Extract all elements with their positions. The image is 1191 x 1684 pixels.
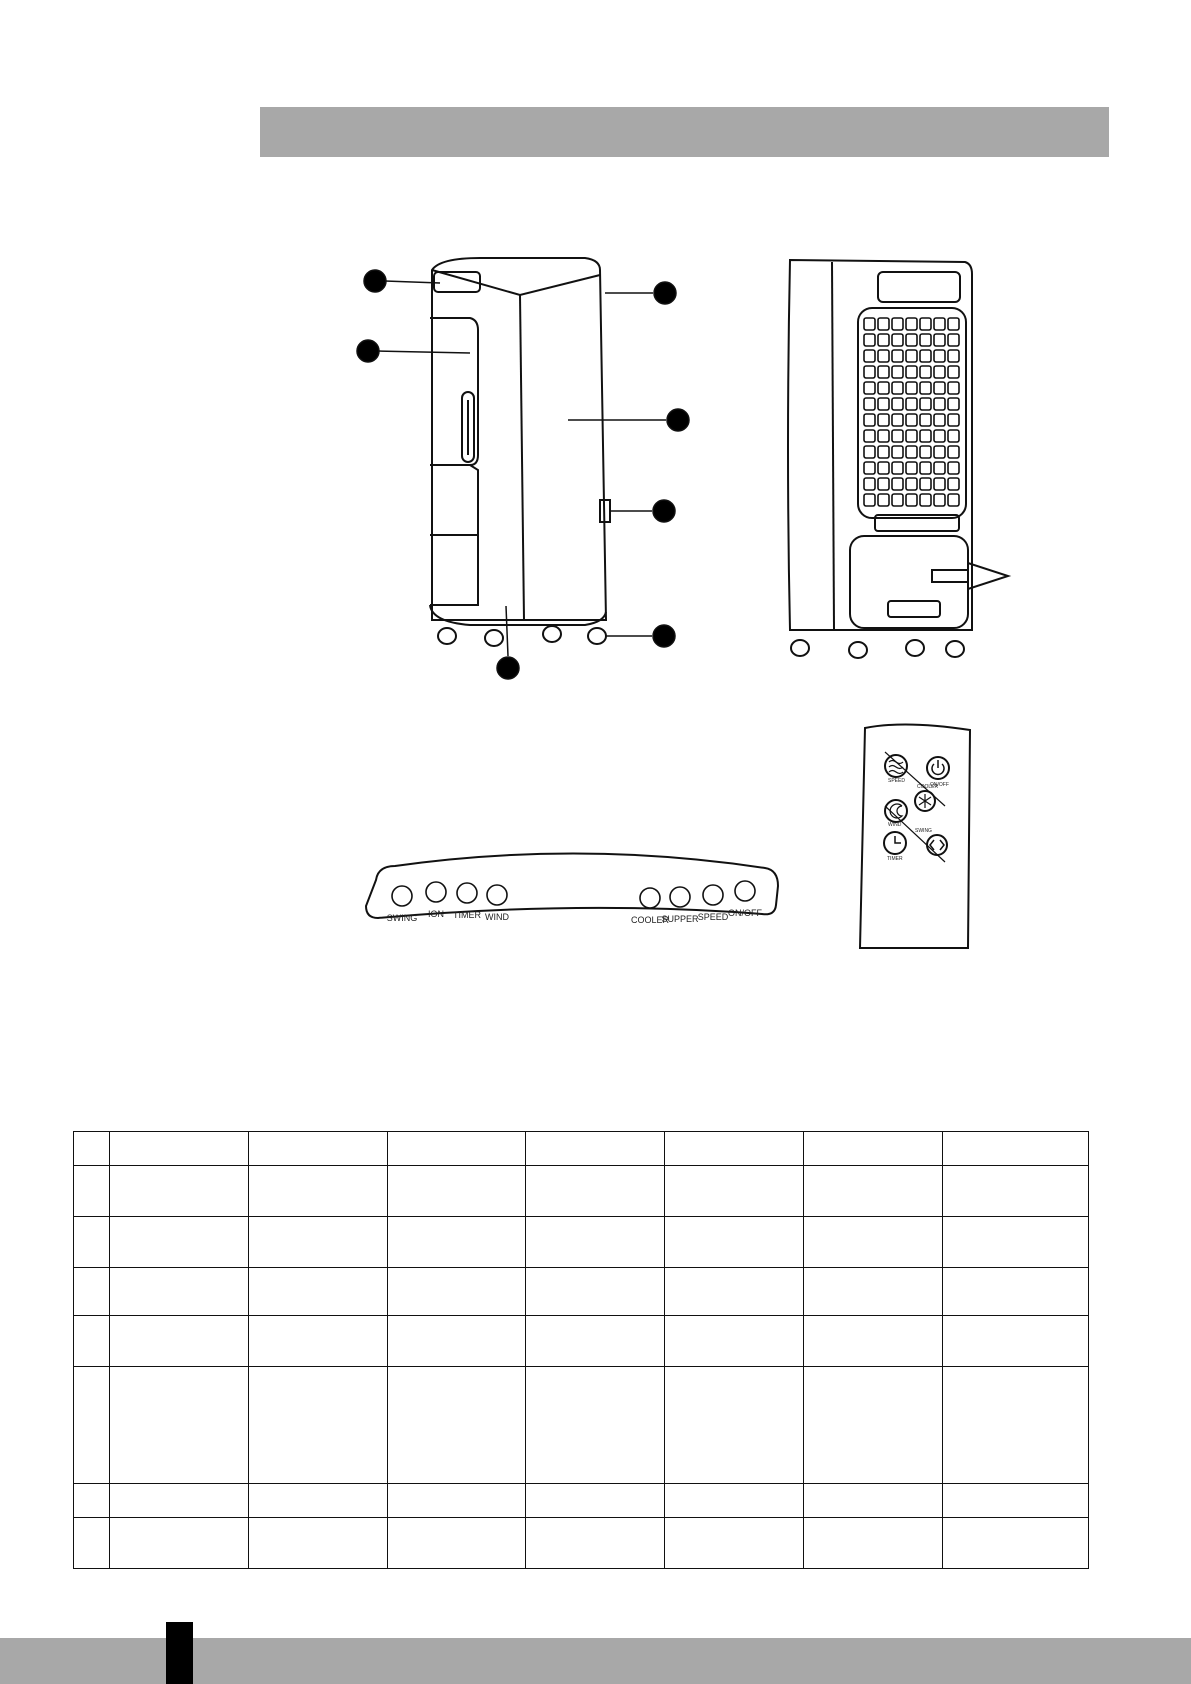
filter-cell xyxy=(864,414,875,426)
speed-icon xyxy=(703,885,723,905)
callout-marker-5 xyxy=(653,500,675,522)
control-panel-button-label: SPEED xyxy=(697,912,729,922)
table-cell xyxy=(943,1484,1089,1518)
callout-marker-6 xyxy=(653,625,675,647)
table-row xyxy=(74,1166,1089,1217)
callout-marker-4 xyxy=(667,409,689,431)
remote-speed-button xyxy=(885,755,907,777)
table-cell xyxy=(665,1518,804,1569)
filter-cell xyxy=(864,334,875,346)
swing-icon xyxy=(930,840,944,850)
remote-label-onoff: ON/OFF xyxy=(930,782,949,788)
filter-cell xyxy=(892,350,903,362)
table-row xyxy=(74,1518,1089,1569)
table-cell xyxy=(943,1132,1089,1166)
filter-cell xyxy=(920,494,931,506)
tank-arrow-icon xyxy=(932,563,1008,589)
table-cell xyxy=(74,1132,110,1166)
table-cell xyxy=(249,1132,388,1166)
table-cell xyxy=(110,1132,249,1166)
filter-cell xyxy=(892,382,903,394)
filter-cell xyxy=(934,366,945,378)
snowflake-icon xyxy=(919,794,931,808)
remote-outline xyxy=(860,724,970,948)
control-panel-button[interactable] xyxy=(485,885,509,922)
remote-control xyxy=(860,724,970,948)
table-cell xyxy=(388,1217,526,1268)
control-panel-button-label: ION xyxy=(427,909,445,919)
timer-icon xyxy=(895,836,901,843)
table-cell xyxy=(804,1484,943,1518)
filter-cell xyxy=(892,462,903,474)
table-cell xyxy=(74,1268,110,1316)
control-panel-buttons xyxy=(387,881,763,925)
table-cell xyxy=(249,1367,388,1484)
filter-cell xyxy=(948,414,959,426)
filter-cell xyxy=(878,318,889,330)
filter-cell xyxy=(934,462,945,474)
base xyxy=(430,605,606,625)
filter-cell xyxy=(920,446,931,458)
remote-label-cooler: COOLER xyxy=(917,784,939,790)
filter-cell xyxy=(920,414,931,426)
filter-cell xyxy=(878,382,889,394)
filter-cell xyxy=(906,398,917,410)
filter-cell xyxy=(948,382,959,394)
table-cell xyxy=(526,1132,665,1166)
filter-cell xyxy=(878,478,889,490)
filter-cell xyxy=(864,366,875,378)
control-panel-button-label: SWING xyxy=(386,913,418,923)
filter-cell xyxy=(920,350,931,362)
filter-cell xyxy=(934,414,945,426)
filter-cell xyxy=(864,350,875,362)
filter-cell xyxy=(878,430,889,442)
filter-cell xyxy=(864,462,875,474)
filter-cell xyxy=(892,430,903,442)
table-cell xyxy=(943,1316,1089,1367)
filter-cell xyxy=(934,494,945,506)
filter-cell xyxy=(892,366,903,378)
table-cell xyxy=(526,1268,665,1316)
filter-cell xyxy=(948,318,959,330)
table-cell xyxy=(943,1367,1089,1484)
table-cell xyxy=(526,1166,665,1217)
filter-cell xyxy=(878,398,889,410)
filter-cell xyxy=(864,318,875,330)
table-cell xyxy=(110,1484,249,1518)
table-cell xyxy=(74,1217,110,1268)
filter-cell xyxy=(864,430,875,442)
front-view xyxy=(430,258,610,646)
filter-cell xyxy=(906,382,917,394)
table-cell xyxy=(388,1166,526,1217)
table-cell xyxy=(74,1316,110,1367)
filter-cell xyxy=(934,478,945,490)
remote-label-speed: SPEED xyxy=(888,778,905,784)
filter-cell xyxy=(864,398,875,410)
timer-icon xyxy=(457,883,477,903)
filter-cell xyxy=(934,382,945,394)
table-cell xyxy=(526,1316,665,1367)
filter-cell xyxy=(948,366,959,378)
filter-cell xyxy=(948,350,959,362)
table-row xyxy=(74,1217,1089,1268)
table-cell xyxy=(74,1166,110,1217)
filter-cell xyxy=(920,430,931,442)
table-row xyxy=(74,1268,1089,1316)
filter-cell xyxy=(948,430,959,442)
table-cell xyxy=(943,1217,1089,1268)
control-panel-button-label: SUPPER xyxy=(661,914,699,924)
wind-icon xyxy=(487,885,507,905)
back-body-outline xyxy=(788,260,972,630)
table-cell xyxy=(665,1268,804,1316)
filter-cell xyxy=(906,366,917,378)
ion-icon xyxy=(426,882,446,902)
filter-cell xyxy=(864,446,875,458)
table-cell xyxy=(665,1166,804,1217)
front-body-outline xyxy=(432,258,606,620)
table-cell xyxy=(110,1217,249,1268)
filter-cell xyxy=(906,430,917,442)
filter-cell xyxy=(934,398,945,410)
table-cell xyxy=(388,1484,526,1518)
remote-label-timer: TIMER xyxy=(887,856,903,862)
table-cell xyxy=(74,1518,110,1569)
table-cell xyxy=(249,1518,388,1569)
table-cell xyxy=(526,1518,665,1569)
control-panel-button-label: COOLER xyxy=(630,915,670,925)
filter-cell xyxy=(878,366,889,378)
back-view xyxy=(788,260,1008,658)
filter-cell xyxy=(934,430,945,442)
filter-cell xyxy=(906,446,917,458)
filter-cell xyxy=(934,334,945,346)
filter-cell xyxy=(892,334,903,346)
filter-cell xyxy=(864,382,875,394)
front-panel-upper xyxy=(430,318,478,465)
filter-cell xyxy=(892,414,903,426)
filter-cell xyxy=(864,494,875,506)
filter-cell xyxy=(878,462,889,474)
filter-cell xyxy=(934,318,945,330)
filter-cell xyxy=(878,334,889,346)
spec-table xyxy=(73,1131,1089,1569)
callout-marker-2 xyxy=(357,340,379,362)
table-cell xyxy=(74,1484,110,1518)
control-panel-button-label: WIND xyxy=(485,912,509,922)
control-panel-button-label: TIMER xyxy=(453,910,481,920)
filter-cell xyxy=(948,334,959,346)
table-cell xyxy=(804,1166,943,1217)
filter-cell xyxy=(906,462,917,474)
filter-cell xyxy=(892,478,903,490)
table-cell xyxy=(804,1518,943,1569)
filter-cell xyxy=(920,334,931,346)
control-panel-button[interactable] xyxy=(453,883,481,920)
table-cell xyxy=(804,1268,943,1316)
table-row xyxy=(74,1367,1089,1484)
filter-cell xyxy=(906,414,917,426)
control-panel-button[interactable] xyxy=(426,882,446,919)
filter-cell xyxy=(906,350,917,362)
table-cell xyxy=(388,1316,526,1367)
table-cell xyxy=(526,1367,665,1484)
remote-wind-button xyxy=(885,800,907,822)
table-cell xyxy=(249,1217,388,1268)
table-cell xyxy=(804,1367,943,1484)
filter-cell xyxy=(920,398,931,410)
table-cell xyxy=(943,1518,1089,1569)
table-cell xyxy=(249,1484,388,1518)
filter-cell xyxy=(892,494,903,506)
table-cell xyxy=(388,1132,526,1166)
table-cell xyxy=(943,1166,1089,1217)
filter-cell xyxy=(948,398,959,410)
table-cell xyxy=(665,1484,804,1518)
control-panel-button[interactable] xyxy=(661,887,699,924)
filter-cell xyxy=(878,494,889,506)
back-handle xyxy=(878,272,960,302)
callout-marker-3 xyxy=(654,282,676,304)
power-icon xyxy=(735,881,755,901)
table-cell xyxy=(110,1367,249,1484)
footer-page-tab xyxy=(166,1622,193,1684)
filter-cell xyxy=(920,478,931,490)
side-seam xyxy=(520,295,524,620)
table-cell xyxy=(665,1132,804,1166)
filter-cell xyxy=(878,446,889,458)
filter-cell xyxy=(892,318,903,330)
filter-cell xyxy=(920,366,931,378)
control-panel-button[interactable] xyxy=(698,885,729,922)
filter-cell xyxy=(878,350,889,362)
filter-cell xyxy=(934,350,945,362)
filter-cell xyxy=(920,462,931,474)
filter-cell xyxy=(892,398,903,410)
table-row xyxy=(74,1316,1089,1367)
table-cell xyxy=(110,1268,249,1316)
filter-cell xyxy=(920,382,931,394)
table-cell xyxy=(804,1217,943,1268)
table-cell xyxy=(526,1217,665,1268)
table-row xyxy=(74,1132,1089,1166)
filter-cell xyxy=(878,414,889,426)
control-panel-button-label: ON/OFF xyxy=(728,908,762,918)
callout-marker-1 xyxy=(364,270,386,292)
remote-label-wind: WIND xyxy=(888,822,902,828)
filter-cell xyxy=(920,318,931,330)
swing-icon xyxy=(392,886,412,906)
table-cell xyxy=(110,1316,249,1367)
table-cell xyxy=(665,1316,804,1367)
filter-cell xyxy=(948,478,959,490)
table-cell xyxy=(249,1268,388,1316)
table-cell xyxy=(804,1132,943,1166)
filter-cell xyxy=(906,318,917,330)
callout-marker-7 xyxy=(497,657,519,679)
table-cell xyxy=(388,1518,526,1569)
filter-cell xyxy=(948,494,959,506)
table-cell xyxy=(110,1518,249,1569)
table-cell xyxy=(74,1367,110,1484)
filter-cell xyxy=(906,494,917,506)
table-cell xyxy=(526,1484,665,1518)
table-cell xyxy=(665,1217,804,1268)
filter-cell xyxy=(864,478,875,490)
table-cell xyxy=(249,1166,388,1217)
fan-icon xyxy=(670,887,690,907)
table-cell xyxy=(249,1316,388,1367)
filter-cell xyxy=(934,446,945,458)
control-panel-button[interactable] xyxy=(728,881,762,918)
filter-cell xyxy=(906,478,917,490)
filter-cell xyxy=(948,446,959,458)
filter-cell xyxy=(892,446,903,458)
table-row xyxy=(74,1484,1089,1518)
filter-cell xyxy=(948,462,959,474)
table-cell xyxy=(665,1367,804,1484)
table-cell xyxy=(804,1316,943,1367)
power-icon xyxy=(932,760,944,774)
snowflake-icon xyxy=(640,888,660,908)
remote-label-swing: SWING xyxy=(915,828,932,834)
filter-cell xyxy=(906,334,917,346)
control-panel-button[interactable] xyxy=(387,886,418,923)
table-cell xyxy=(388,1268,526,1316)
table-cell xyxy=(943,1268,1089,1316)
table-cell xyxy=(388,1367,526,1484)
table-cell xyxy=(110,1166,249,1217)
